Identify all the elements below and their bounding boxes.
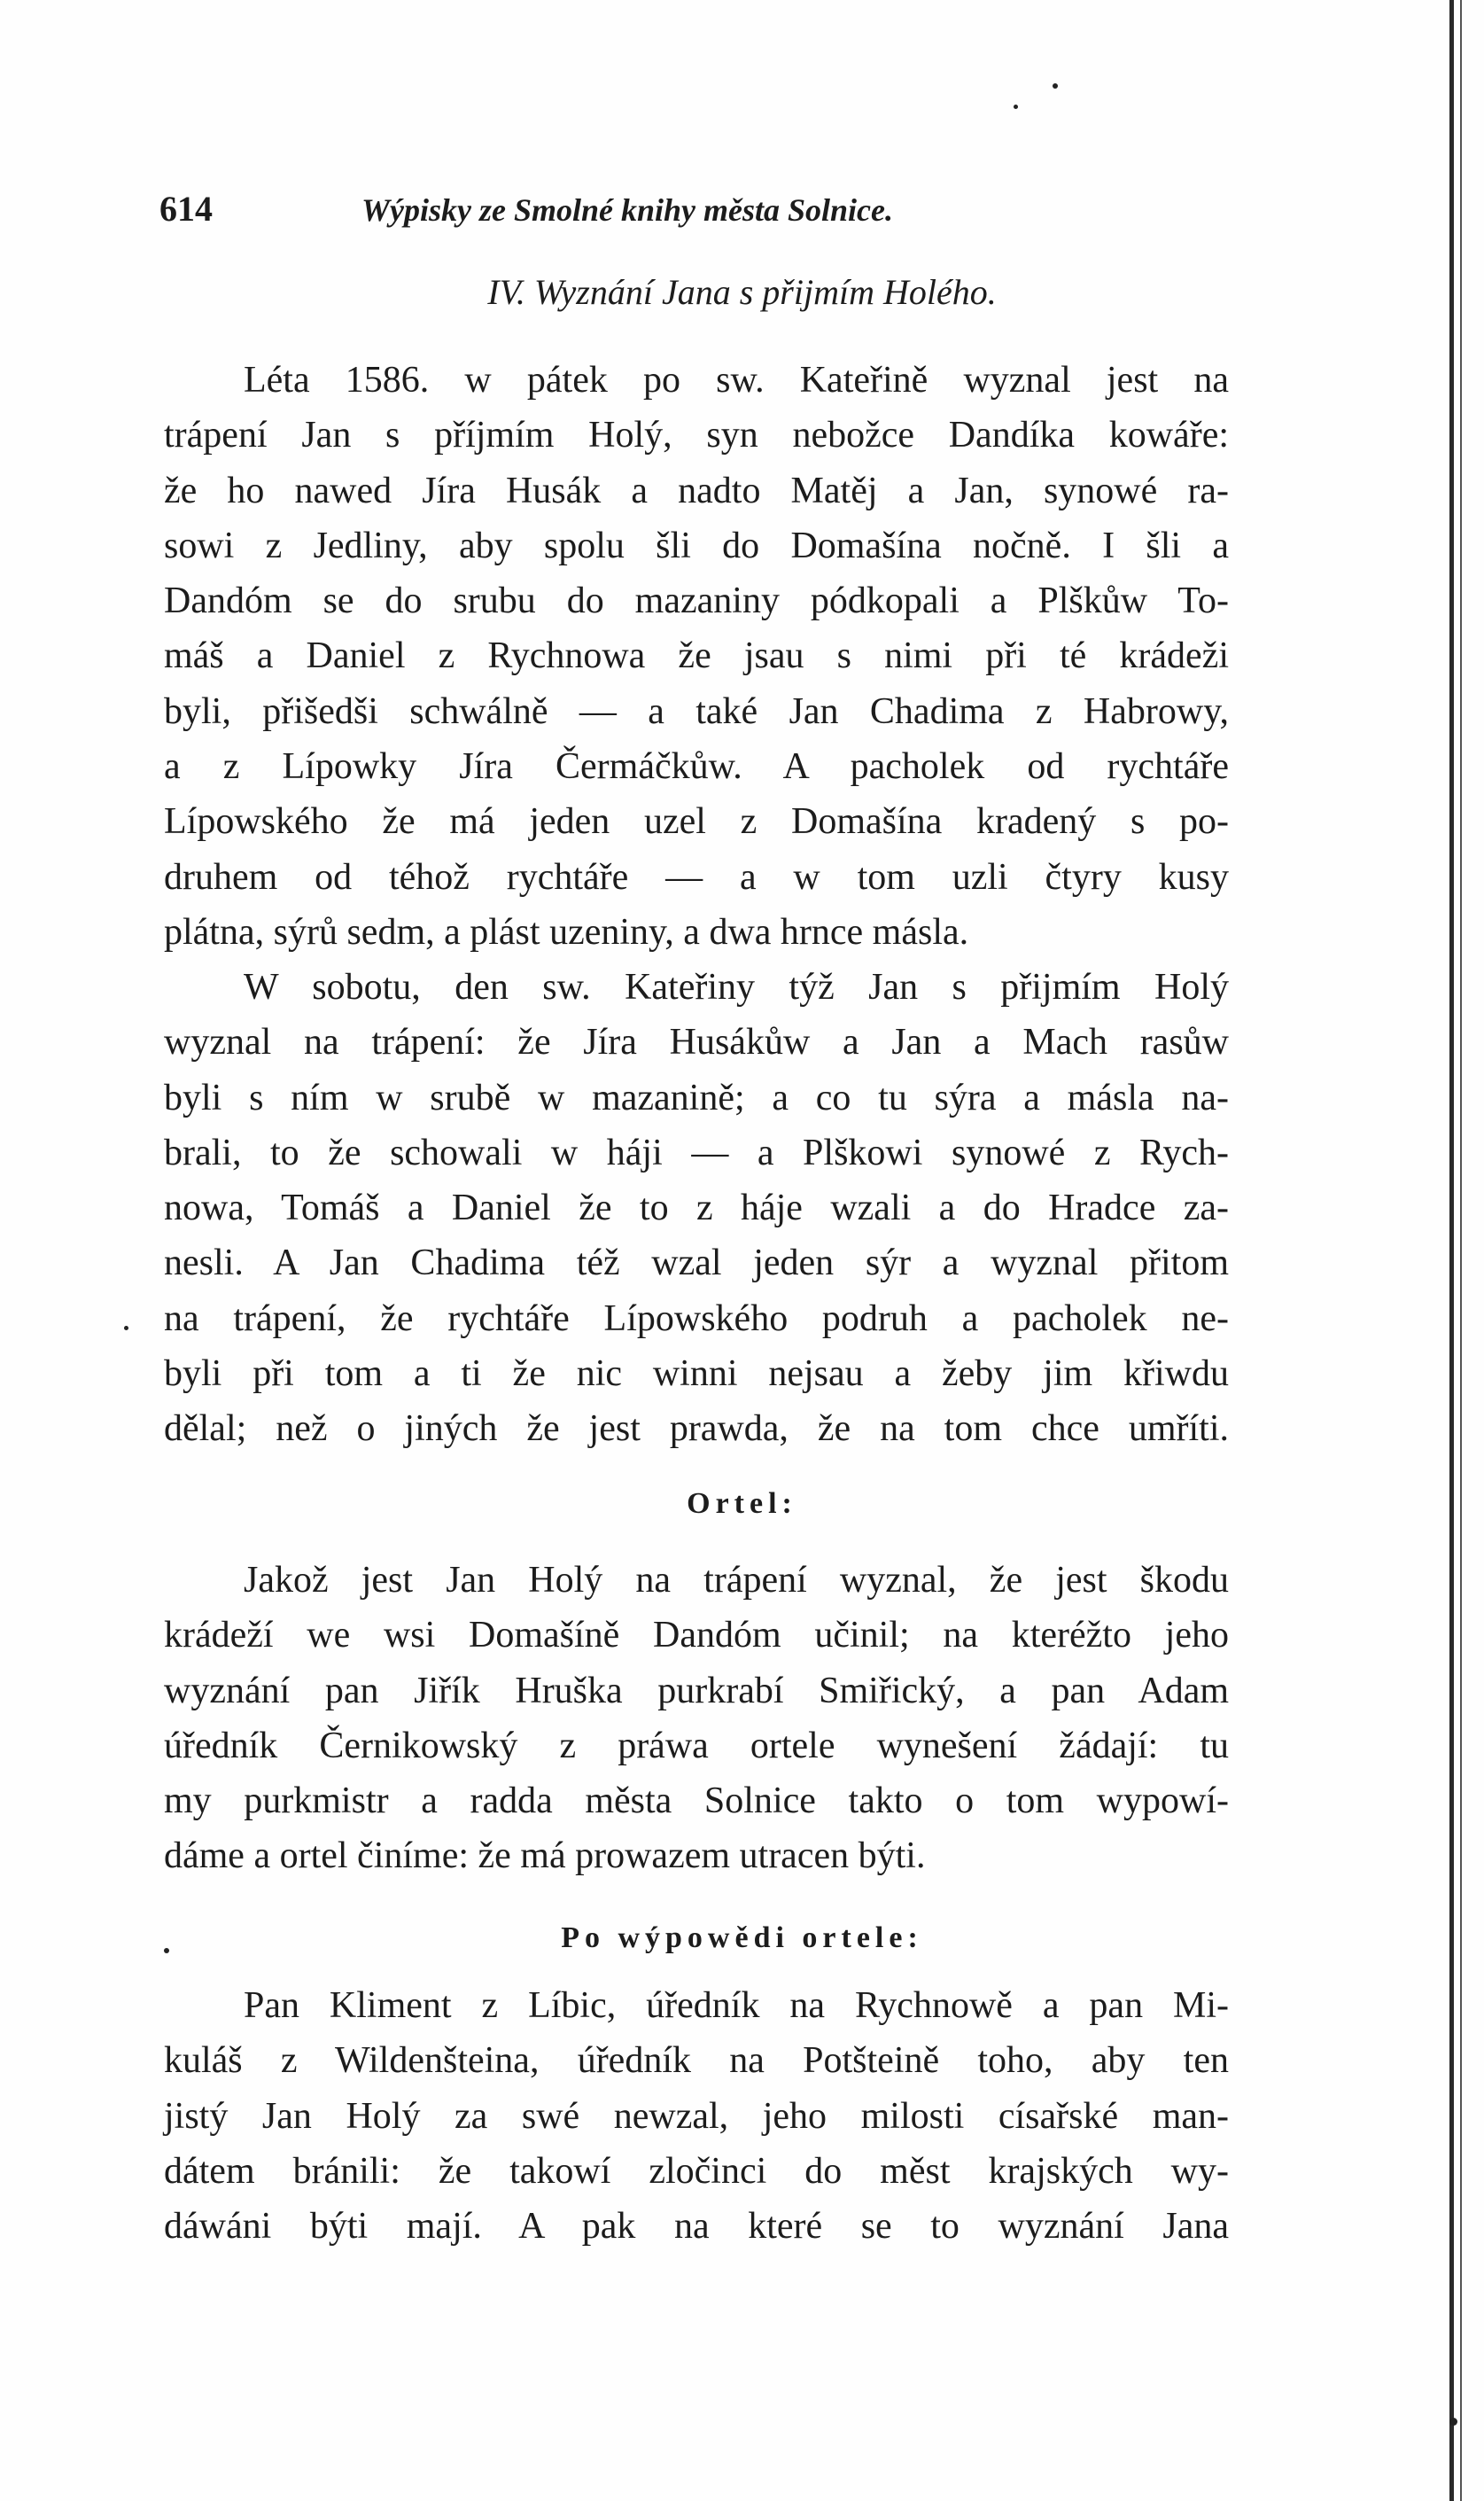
text-line: byli při tom a ti že nic winni nejsau a žeby jim křiwdu xyxy=(164,1353,1229,1395)
text-line: brali, to že schowali w háji — a Plškowi synowé z Rych- xyxy=(164,1132,1229,1173)
text-line: nowa, Tomáš a Daniel že to z háje wzali a do Hradce za- xyxy=(164,1188,1229,1229)
paragraph-2 xyxy=(164,960,1229,1457)
text-line: sowi z Jedliny, aby spolu šli do Domašína nočně. I šli a xyxy=(164,525,1229,566)
text-line: dáme a ortel činíme: že má prowazem utracen býti. xyxy=(164,1835,926,1877)
text-line: Lípowského že má jeden uzel z Domašína kradený s po- xyxy=(164,801,1229,843)
text-line: a z Lípowky Jíra Čermáčkůw. A pacholek od rychtáře xyxy=(164,746,1229,788)
scan-speck xyxy=(124,1326,128,1330)
text-line: máš a Daniel z Rychnowa že jsau s nimi při té krádeži xyxy=(164,635,1229,677)
heading-ortel: Ortel: xyxy=(687,1487,797,1520)
text-line: trápení Jan s příjmím Holý, syn nebožce Dandíka kowáře: xyxy=(164,415,1229,456)
text-line: wyznání pan Jiřík Hruška purkrabí Smiřický, a pan Adam xyxy=(164,1670,1229,1711)
text-line: Pan Kliment z Líbic, úředník na Rychnowě a pan Mi- xyxy=(244,1985,1229,2026)
text-line: že ho nawed Jíra Husák a nadto Matěj a Jan, synowé ra- xyxy=(164,470,1229,511)
section-title: IV. Wyznání Jana s přijmím Holého. xyxy=(487,272,997,312)
text-line: my purkmistr a radda města Solnice takto o tom wypowí- xyxy=(164,1780,1229,1822)
text-line: druhem od téhož rychtáře — a w tom uzli čtyry kusy xyxy=(164,856,1229,898)
paragraph-3 xyxy=(164,1553,1229,1884)
scan-speck xyxy=(1053,83,1058,89)
text-line: krádeží we wsi Domašíně Dandóm učinil; na kteréžto jeho xyxy=(164,1615,1229,1656)
page-edge-line xyxy=(1460,0,1462,2501)
text-line: Jakož jest Jan Holý na trápení wyznal, že jest škodu xyxy=(244,1560,1229,1601)
text-line: dáwáni býti mají. A pak na které se to wyznání Jana xyxy=(164,2206,1229,2248)
paragraph-4 xyxy=(164,1978,1229,2254)
scan-speck xyxy=(1014,105,1018,109)
page-edge-shadow xyxy=(1449,0,1454,2501)
text-line: plátna, sýrů sedm, a plást uzeniny, a dwa hrnce másla. xyxy=(164,911,969,953)
text-line: dátem bránili: že takowí zločinci do měst krajských wy- xyxy=(164,2150,1229,2192)
text-line: kuláš z Wildenšteina, úředník na Potšteině toho, aby ten xyxy=(164,2040,1229,2082)
text-line: Léta 1586. w pátek po sw. Kateřině wyznal jest na xyxy=(244,360,1229,401)
heading-po-wypowedi: Po wýpowědi ortele: xyxy=(561,1921,923,1954)
text-line: jistý Jan Holý za swé newzal, jeho milosti císařské man- xyxy=(164,2095,1229,2137)
text-line: wyznal na trápení: že Jíra Husákůw a Jan a Mach rasůw xyxy=(164,1022,1229,1064)
text-line: Dandóm se do srubu do mazaniny pódkopali a Plškůw To- xyxy=(164,580,1229,622)
page-header xyxy=(159,188,1231,241)
text-line: nesli. A Jan Chadima též wzal jeden sýr a wyznal přitom xyxy=(164,1243,1229,1284)
running-title: Wýpisky ze Smolné knihy města Solnice. xyxy=(361,192,894,228)
page-number: 614 xyxy=(159,189,213,229)
scan-speck xyxy=(1449,2418,1457,2426)
text-line: byli s ním w srubě w mazanině; a co tu sýra a másla na- xyxy=(164,1077,1229,1118)
text-line: byli, přišedši schwálně — a také Jan Chadima z Habrowy, xyxy=(164,690,1229,732)
text-line: na trápení, že rychtáře Lípowského podruh a pacholek ne- xyxy=(164,1297,1229,1339)
text-line: dělal; než o jiných že jest prawda, že na tom chce umříti. xyxy=(164,1408,1229,1450)
scan-speck xyxy=(164,1948,169,1953)
text-line: W sobotu, den sw. Kateřiny týž Jan s přijmím Holý xyxy=(244,967,1229,1008)
paragraph-1 xyxy=(164,353,1229,960)
text-line: úředník Černikowský z práwa ortele wynešení žádají: tu xyxy=(164,1725,1229,1766)
